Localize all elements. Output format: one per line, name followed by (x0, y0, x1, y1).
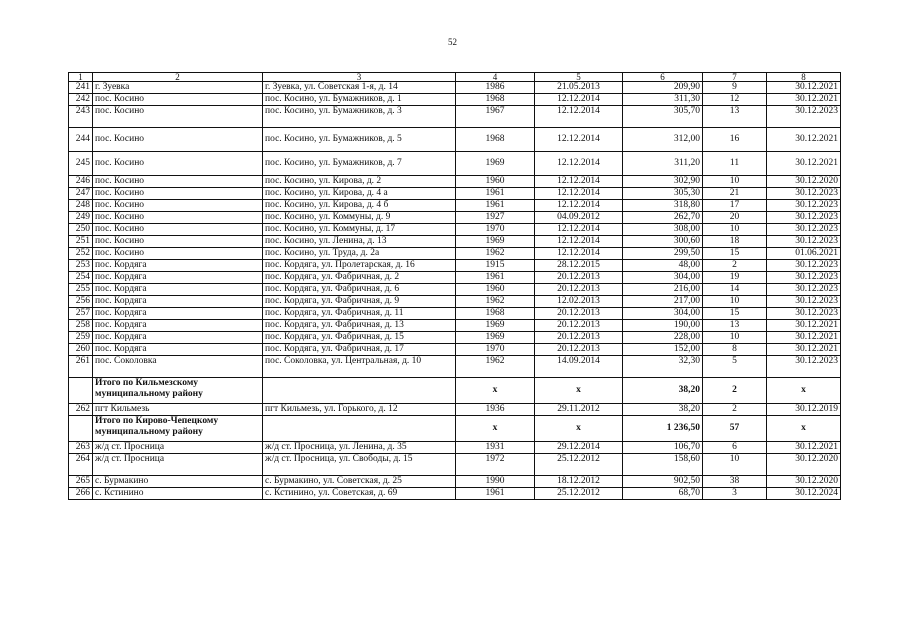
deadline-cell: 30.12.2021 (767, 442, 841, 454)
row-number-cell: 250 (69, 224, 93, 236)
date-cell: 28.12.2015 (535, 260, 623, 272)
column-header: 1 (69, 73, 93, 82)
row-number-cell: 259 (69, 332, 93, 344)
row-number-cell: 263 (69, 442, 93, 454)
year-built-cell: х (456, 416, 535, 442)
deadline-cell: х (767, 378, 841, 404)
locality-cell: пос. Косино (93, 212, 263, 224)
housing-registry-table (68, 72, 841, 500)
residents-cell: 10 (703, 176, 767, 188)
row-number-cell: 262 (69, 404, 93, 416)
address-cell: пос. Косино, ул. Кирова, д. 4 а (263, 188, 456, 200)
row-number-cell: 260 (69, 344, 93, 356)
area-cell: 190,00 (623, 320, 703, 332)
deadline-cell: 30.12.2021 (767, 128, 841, 152)
area-cell: 158,60 (623, 454, 703, 476)
locality-cell: с. Кстинино (93, 488, 263, 500)
column-header: 5 (535, 73, 623, 82)
address-cell: пос. Кордяга, ул. Фабричная, д. 9 (263, 296, 456, 308)
table-row (69, 236, 841, 248)
area-cell: 38,20 (623, 404, 703, 416)
locality-cell: пос. Косино (93, 176, 263, 188)
locality-cell: Итого по Кирово-Чепецкому муниципальному району (93, 416, 263, 442)
area-cell: 216,00 (623, 284, 703, 296)
table-row (69, 332, 841, 344)
address-cell: пос. Косино, ул. Бумажников, д. 1 (263, 94, 456, 106)
date-cell: 12.12.2014 (535, 152, 623, 176)
row-number-cell: 249 (69, 212, 93, 224)
deadline-cell: 30.12.2020 (767, 454, 841, 476)
column-header: 3 (263, 73, 456, 82)
address-cell: пос. Косино, ул. Труда, д. 2а (263, 248, 456, 260)
date-cell: 14.09.2014 (535, 356, 623, 378)
area-cell: 299,50 (623, 248, 703, 260)
date-cell: 12.12.2014 (535, 128, 623, 152)
area-cell: 305,30 (623, 188, 703, 200)
address-cell: ж/д ст. Просница, ул. Ленина, д. 35 (263, 442, 456, 454)
date-cell: 20.12.2013 (535, 320, 623, 332)
table-row (69, 82, 841, 94)
table-row (69, 212, 841, 224)
date-cell: 04.09.2012 (535, 212, 623, 224)
residents-cell: 9 (703, 82, 767, 94)
residents-cell: 5 (703, 356, 767, 378)
residents-cell: 15 (703, 308, 767, 320)
locality-cell: пос. Кордяга (93, 308, 263, 320)
deadline-cell: 30.12.2021 (767, 332, 841, 344)
address-cell: пос. Косино, ул. Коммуны, д. 9 (263, 212, 456, 224)
residents-cell: 3 (703, 488, 767, 500)
locality-cell: пгт Кильмезь (93, 404, 263, 416)
residents-cell: 57 (703, 416, 767, 442)
table-row (69, 308, 841, 320)
year-built-cell: 1970 (456, 344, 535, 356)
table-row (69, 404, 841, 416)
date-cell: 12.12.2014 (535, 200, 623, 212)
locality-cell: пос. Косино (93, 188, 263, 200)
residents-cell: 2 (703, 404, 767, 416)
year-built-cell: 1968 (456, 128, 535, 152)
address-cell (263, 378, 456, 404)
table-row (69, 454, 841, 476)
area-cell: 38,20 (623, 378, 703, 404)
address-cell: пос. Кордяга, ул. Фабричная, д. 17 (263, 344, 456, 356)
table-row (69, 284, 841, 296)
area-cell: 304,00 (623, 308, 703, 320)
deadline-cell: 30.12.2019 (767, 404, 841, 416)
table-row (69, 344, 841, 356)
table-row (69, 188, 841, 200)
locality-cell: ж/д ст. Просница (93, 442, 263, 454)
table-row (69, 106, 841, 128)
deadline-cell: 30.12.2021 (767, 94, 841, 106)
residents-cell: 2 (703, 260, 767, 272)
row-number-cell: 264 (69, 454, 93, 476)
date-cell: 29.11.2012 (535, 404, 623, 416)
residents-cell: 11 (703, 152, 767, 176)
area-cell: 311,30 (623, 94, 703, 106)
area-cell: 318,80 (623, 200, 703, 212)
table-row (69, 224, 841, 236)
residents-cell: 6 (703, 442, 767, 454)
locality-cell: пос. Кордяга (93, 344, 263, 356)
deadline-cell: 01.06.2021 (767, 248, 841, 260)
table-row (69, 128, 841, 152)
row-number-cell: 247 (69, 188, 93, 200)
column-header: 6 (623, 73, 703, 82)
locality-cell: пос. Кордяга (93, 284, 263, 296)
page-number: 52 (448, 37, 457, 47)
year-built-cell: 1962 (456, 248, 535, 260)
deadline-cell: 30.12.2023 (767, 260, 841, 272)
locality-cell: пос. Косино (93, 236, 263, 248)
date-cell: 29.12.2014 (535, 442, 623, 454)
area-cell: 217,00 (623, 296, 703, 308)
year-built-cell: 1931 (456, 442, 535, 454)
year-built-cell: 1969 (456, 332, 535, 344)
area-cell: 32,30 (623, 356, 703, 378)
column-header: 7 (703, 73, 767, 82)
address-cell: пгт Кильмезь, ул. Горького, д. 12 (263, 404, 456, 416)
deadline-cell: 30.12.2023 (767, 296, 841, 308)
deadline-cell: 30.12.2023 (767, 356, 841, 378)
residents-cell: 14 (703, 284, 767, 296)
year-built-cell: 1968 (456, 94, 535, 106)
table-row (69, 176, 841, 188)
address-cell: пос. Косино, ул. Бумажников, д. 5 (263, 128, 456, 152)
table-row (69, 272, 841, 284)
deadline-cell: 30.12.2021 (767, 82, 841, 94)
locality-cell: пос. Косино (93, 224, 263, 236)
table-row (69, 296, 841, 308)
year-built-cell: 1967 (456, 106, 535, 128)
locality-cell: г. Зуевка (93, 82, 263, 94)
date-cell: х (535, 378, 623, 404)
row-number-cell: 244 (69, 128, 93, 152)
address-cell: пос. Косино, ул. Бумажников, д. 7 (263, 152, 456, 176)
table-row (69, 260, 841, 272)
residents-cell: 10 (703, 332, 767, 344)
address-cell: пос. Кордяга, ул. Фабричная, д. 6 (263, 284, 456, 296)
address-cell: пос. Кордяга, ул. Фабричная, д. 11 (263, 308, 456, 320)
address-cell: пос. Косино, ул. Ленина, д. 13 (263, 236, 456, 248)
address-cell: г. Зуевка, ул. Советская 1-я, д. 14 (263, 82, 456, 94)
subtotal-row (69, 378, 841, 404)
area-cell: 302,90 (623, 176, 703, 188)
address-cell: ж/д ст. Просница, ул. Свободы, д. 15 (263, 454, 456, 476)
locality-cell: пос. Косино (93, 106, 263, 128)
locality-cell: пос. Соколовка (93, 356, 263, 378)
row-number-cell: 254 (69, 272, 93, 284)
table-row (69, 356, 841, 378)
residents-cell: 19 (703, 272, 767, 284)
area-cell: 209,90 (623, 82, 703, 94)
date-cell: 12.12.2014 (535, 106, 623, 128)
area-cell: 308,00 (623, 224, 703, 236)
area-cell: 311,20 (623, 152, 703, 176)
date-cell: 12.12.2014 (535, 224, 623, 236)
deadline-cell: 30.12.2023 (767, 212, 841, 224)
row-number-cell: 248 (69, 200, 93, 212)
locality-cell: пос. Кордяга (93, 320, 263, 332)
locality-cell: пос. Косино (93, 200, 263, 212)
date-cell: 12.12.2014 (535, 188, 623, 200)
locality-cell: пос. Косино (93, 94, 263, 106)
address-cell: пос. Кордяга, ул. Фабричная, д. 2 (263, 272, 456, 284)
deadline-cell: 30.12.2023 (767, 188, 841, 200)
row-number-cell: 246 (69, 176, 93, 188)
date-cell: 18.12.2012 (535, 476, 623, 488)
row-number-cell: 241 (69, 82, 93, 94)
year-built-cell: 1915 (456, 260, 535, 272)
deadline-cell: 30.12.2021 (767, 344, 841, 356)
locality-cell: пос. Косино (93, 248, 263, 260)
year-built-cell: 1986 (456, 82, 535, 94)
column-number-row (69, 73, 841, 82)
table-row (69, 152, 841, 176)
area-cell: 152,00 (623, 344, 703, 356)
deadline-cell: 30.12.2021 (767, 152, 841, 176)
deadline-cell: 30.12.2023 (767, 224, 841, 236)
year-built-cell: 1960 (456, 284, 535, 296)
date-cell: 12.12.2014 (535, 248, 623, 260)
area-cell: 902,50 (623, 476, 703, 488)
area-cell: 312,00 (623, 128, 703, 152)
address-cell: пос. Кордяга, ул. Фабричная, д. 13 (263, 320, 456, 332)
date-cell: 20.12.2013 (535, 332, 623, 344)
residents-cell: 21 (703, 188, 767, 200)
address-cell: пос. Кордяга, ул. Фабричная, д. 15 (263, 332, 456, 344)
year-built-cell: 1990 (456, 476, 535, 488)
column-header: 8 (767, 73, 841, 82)
residents-cell: 15 (703, 248, 767, 260)
deadline-cell: 30.12.2021 (767, 320, 841, 332)
year-built-cell: 1960 (456, 176, 535, 188)
row-number-cell: 251 (69, 236, 93, 248)
residents-cell: 12 (703, 94, 767, 106)
date-cell: 20.12.2013 (535, 308, 623, 320)
residents-cell: 10 (703, 296, 767, 308)
year-built-cell: 1969 (456, 152, 535, 176)
table-row (69, 200, 841, 212)
deadline-cell: 30.12.2023 (767, 236, 841, 248)
deadline-cell: 30.12.2023 (767, 200, 841, 212)
address-cell: с. Бурмакино, ул. Советская, д. 25 (263, 476, 456, 488)
residents-cell: 38 (703, 476, 767, 488)
date-cell: 20.12.2013 (535, 344, 623, 356)
row-number-cell (69, 416, 93, 442)
area-cell: 228,00 (623, 332, 703, 344)
date-cell: 12.12.2014 (535, 236, 623, 248)
row-number-cell: 256 (69, 296, 93, 308)
table-body (69, 82, 841, 500)
date-cell: 20.12.2013 (535, 284, 623, 296)
year-built-cell: 1936 (456, 404, 535, 416)
address-cell: пос. Косино, ул. Коммуны, д. 17 (263, 224, 456, 236)
locality-cell: пос. Косино (93, 128, 263, 152)
table-row (69, 248, 841, 260)
row-number-cell: 243 (69, 106, 93, 128)
residents-cell: 16 (703, 128, 767, 152)
date-cell: 25.12.2012 (535, 488, 623, 500)
year-built-cell: х (456, 378, 535, 404)
table-row (69, 488, 841, 500)
locality-cell: ж/д ст. Просница (93, 454, 263, 476)
locality-cell: пос. Кордяга (93, 272, 263, 284)
date-cell: 25.12.2012 (535, 454, 623, 476)
date-cell: 12.12.2014 (535, 94, 623, 106)
row-number-cell (69, 378, 93, 404)
residents-cell: 8 (703, 344, 767, 356)
column-header: 2 (93, 73, 263, 82)
table-row (69, 94, 841, 106)
residents-cell: 10 (703, 224, 767, 236)
column-header: 4 (456, 73, 535, 82)
row-number-cell: 252 (69, 248, 93, 260)
residents-cell: 13 (703, 106, 767, 128)
row-number-cell: 261 (69, 356, 93, 378)
table-row (69, 476, 841, 488)
deadline-cell: 30.12.2023 (767, 284, 841, 296)
residents-cell: 17 (703, 200, 767, 212)
subtotal-row (69, 416, 841, 442)
address-cell: пос. Косино, ул. Кирова, д. 2 (263, 176, 456, 188)
year-built-cell: 1961 (456, 188, 535, 200)
year-built-cell: 1927 (456, 212, 535, 224)
year-built-cell: 1969 (456, 236, 535, 248)
date-cell: х (535, 416, 623, 442)
residents-cell: 10 (703, 454, 767, 476)
deadline-cell: 30.12.2023 (767, 272, 841, 284)
year-built-cell: 1969 (456, 320, 535, 332)
date-cell: 21.05.2013 (535, 82, 623, 94)
row-number-cell: 253 (69, 260, 93, 272)
locality-cell: пос. Кордяга (93, 296, 263, 308)
area-cell: 68,70 (623, 488, 703, 500)
locality-cell: пос. Косино (93, 152, 263, 176)
row-number-cell: 266 (69, 488, 93, 500)
table-row (69, 320, 841, 332)
table-row (69, 442, 841, 454)
residents-cell: 18 (703, 236, 767, 248)
locality-cell: пос. Кордяга (93, 260, 263, 272)
area-cell: 304,00 (623, 272, 703, 284)
row-number-cell: 265 (69, 476, 93, 488)
year-built-cell: 1962 (456, 296, 535, 308)
address-cell: пос. Соколовка, ул. Центральная, д. 10 (263, 356, 456, 378)
row-number-cell: 258 (69, 320, 93, 332)
year-built-cell: 1968 (456, 308, 535, 320)
address-cell: с. Кстинино, ул. Советская, д. 69 (263, 488, 456, 500)
residents-cell: 13 (703, 320, 767, 332)
locality-cell: с. Бурмакино (93, 476, 263, 488)
locality-cell: Итого по Кильмезскому муниципальному району (93, 378, 263, 404)
year-built-cell: 1962 (456, 356, 535, 378)
date-cell: 20.12.2013 (535, 272, 623, 284)
year-built-cell: 1961 (456, 488, 535, 500)
deadline-cell: 30.12.2023 (767, 308, 841, 320)
year-built-cell: 1961 (456, 272, 535, 284)
year-built-cell: 1970 (456, 224, 535, 236)
deadline-cell: 30.12.2023 (767, 106, 841, 128)
area-cell: 262,70 (623, 212, 703, 224)
date-cell: 12.12.2014 (535, 176, 623, 188)
address-cell: пос. Косино, ул. Бумажников, д. 3 (263, 106, 456, 128)
residents-cell: 2 (703, 378, 767, 404)
locality-cell: пос. Кордяга (93, 332, 263, 344)
area-cell: 106,70 (623, 442, 703, 454)
address-cell (263, 416, 456, 442)
deadline-cell: 30.12.2024 (767, 488, 841, 500)
row-number-cell: 257 (69, 308, 93, 320)
date-cell: 12.02.2013 (535, 296, 623, 308)
area-cell: 305,70 (623, 106, 703, 128)
row-number-cell: 242 (69, 94, 93, 106)
deadline-cell: 30.12.2020 (767, 476, 841, 488)
residents-cell: 20 (703, 212, 767, 224)
area-cell: 300,60 (623, 236, 703, 248)
address-cell: пос. Кордяга, ул. Пролетарская, д. 16 (263, 260, 456, 272)
address-cell: пос. Косино, ул. Кирова, д. 4 б (263, 200, 456, 212)
area-cell: 48,00 (623, 260, 703, 272)
year-built-cell: 1972 (456, 454, 535, 476)
deadline-cell: х (767, 416, 841, 442)
row-number-cell: 255 (69, 284, 93, 296)
deadline-cell: 30.12.2020 (767, 176, 841, 188)
year-built-cell: 1961 (456, 200, 535, 212)
row-number-cell: 245 (69, 152, 93, 176)
area-cell: 1 236,50 (623, 416, 703, 442)
